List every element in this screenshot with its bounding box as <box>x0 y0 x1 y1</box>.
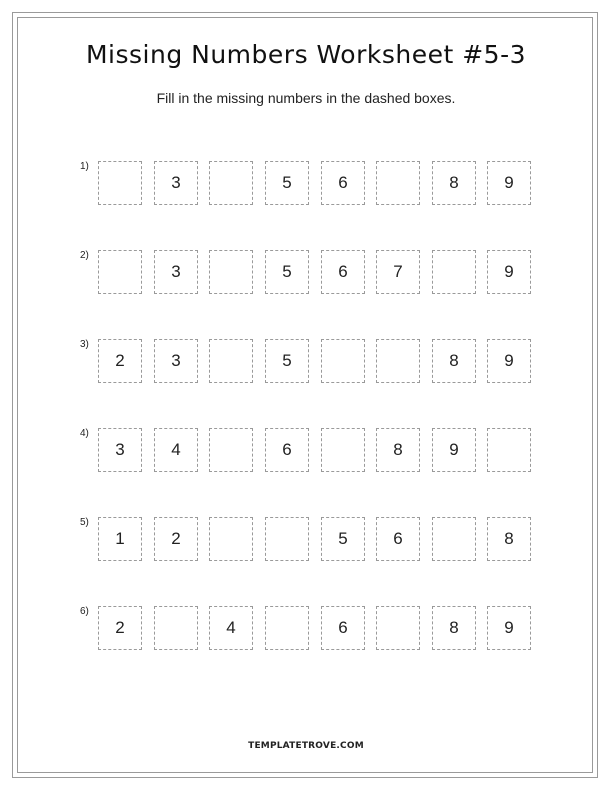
number-box[interactable]: 9 <box>487 161 531 205</box>
number-box[interactable]: 5 <box>265 339 309 383</box>
row-number: 2) <box>80 250 89 261</box>
number-box[interactable]: 6 <box>321 161 365 205</box>
number-box[interactable]: 6 <box>321 606 365 650</box>
number-box[interactable]: 4 <box>209 606 253 650</box>
number-box[interactable]: 9 <box>487 339 531 383</box>
number-box[interactable]: 3 <box>154 250 198 294</box>
number-box[interactable]: 1 <box>98 517 142 561</box>
row-number: 6) <box>80 606 89 617</box>
number-box[interactable]: 5 <box>265 161 309 205</box>
number-box[interactable] <box>209 161 253 205</box>
instructions: Fill in the missing numbers in the dashed boxes. <box>156 90 456 106</box>
number-box[interactable] <box>432 517 476 561</box>
row-number: 5) <box>80 517 89 528</box>
number-box[interactable]: 3 <box>154 161 198 205</box>
number-box[interactable] <box>209 339 253 383</box>
row-number: 1) <box>80 161 89 172</box>
number-box[interactable] <box>432 250 476 294</box>
number-box[interactable]: 4 <box>154 428 198 472</box>
number-box[interactable]: 6 <box>321 250 365 294</box>
number-box[interactable]: 5 <box>321 517 365 561</box>
footer-brand: TEMPLATETROVE.COM <box>248 741 364 751</box>
number-box[interactable] <box>321 339 365 383</box>
number-box[interactable]: 3 <box>98 428 142 472</box>
number-box[interactable] <box>376 606 420 650</box>
number-box[interactable]: 9 <box>432 428 476 472</box>
number-box[interactable] <box>154 606 198 650</box>
problem-row <box>80 606 540 652</box>
number-box[interactable]: 6 <box>265 428 309 472</box>
problem-row <box>80 517 540 563</box>
number-box[interactable] <box>98 250 142 294</box>
number-box[interactable]: 9 <box>487 250 531 294</box>
worksheet-title: Missing Numbers Worksheet #5-3 <box>85 40 527 69</box>
number-box[interactable] <box>209 517 253 561</box>
number-box[interactable] <box>321 428 365 472</box>
number-box[interactable] <box>376 161 420 205</box>
problem-row <box>80 161 540 207</box>
problem-row <box>80 339 540 385</box>
number-box[interactable]: 8 <box>432 339 476 383</box>
number-box[interactable] <box>209 250 253 294</box>
row-number: 4) <box>80 428 89 439</box>
number-box[interactable]: 2 <box>98 606 142 650</box>
number-box[interactable] <box>265 517 309 561</box>
number-box[interactable]: 5 <box>265 250 309 294</box>
number-box[interactable]: 8 <box>487 517 531 561</box>
problem-row <box>80 250 540 296</box>
number-box[interactable]: 8 <box>432 161 476 205</box>
problem-row <box>80 428 540 474</box>
number-box[interactable]: 8 <box>376 428 420 472</box>
row-number: 3) <box>80 339 89 350</box>
number-box[interactable] <box>265 606 309 650</box>
page-border-inner <box>17 17 593 773</box>
number-box[interactable]: 7 <box>376 250 420 294</box>
number-box[interactable] <box>376 339 420 383</box>
number-box[interactable] <box>209 428 253 472</box>
number-box[interactable]: 6 <box>376 517 420 561</box>
number-box[interactable] <box>487 428 531 472</box>
number-box[interactable]: 8 <box>432 606 476 650</box>
number-box[interactable]: 9 <box>487 606 531 650</box>
number-box[interactable]: 3 <box>154 339 198 383</box>
number-box[interactable]: 2 <box>154 517 198 561</box>
number-box[interactable]: 2 <box>98 339 142 383</box>
number-box[interactable] <box>98 161 142 205</box>
